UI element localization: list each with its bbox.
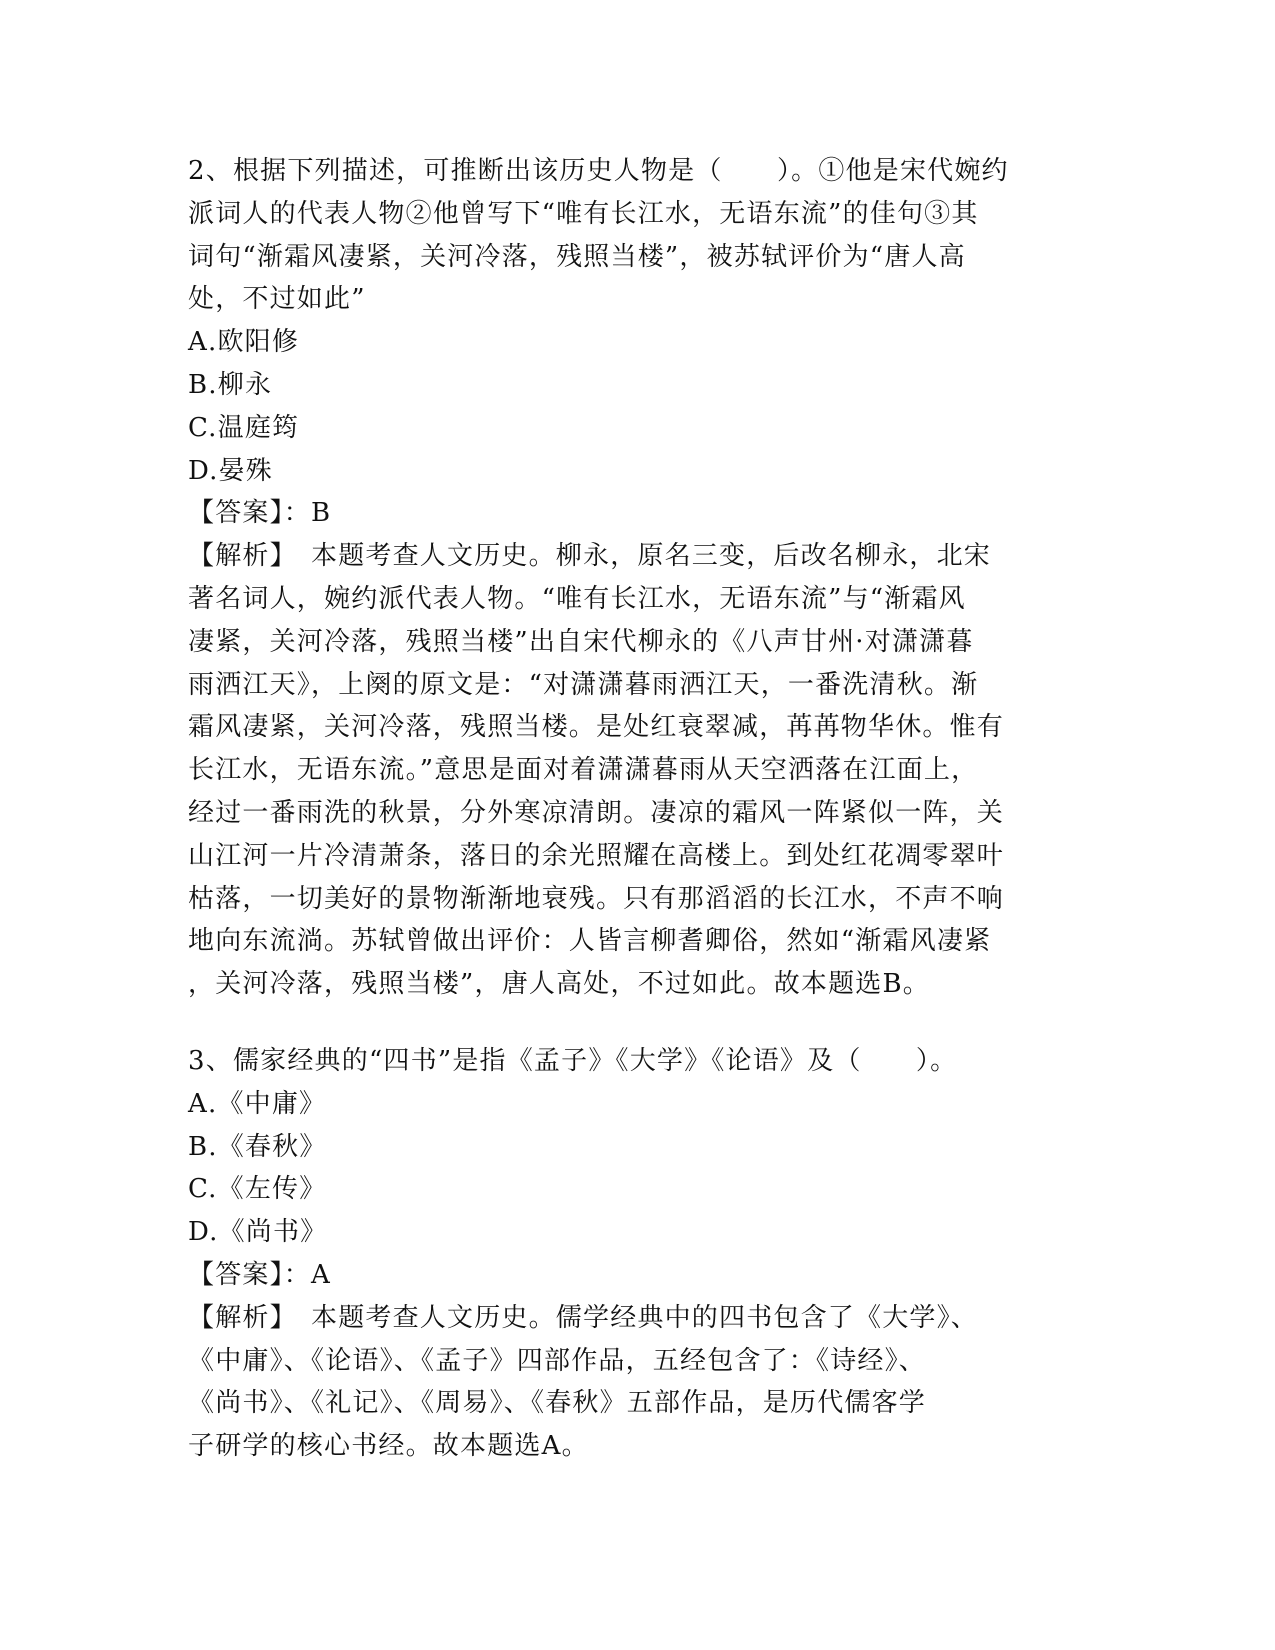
option-d: D.晏殊 [188, 455, 273, 486]
option-c: C.《左传》 [188, 1174, 327, 1205]
question-stem-line: 词句“渐霜风凄紧，关河冷落，残照当楼”，被苏轼评价为“唐人高 [188, 241, 966, 272]
analysis-line: 地向东流淌。苏轼曾做出评价：人皆言柳耆卿俗，然如“渐霜风凄紧 [188, 926, 992, 957]
question-stem-line: 派词人的代表人物②他曾写下“唯有长江水，无语东流”的佳句③其 [188, 198, 979, 229]
question-stem-line: 处，不过如此” [188, 284, 366, 315]
answer-line: 【答案】：B [188, 498, 332, 529]
option-d: D.《尚书》 [188, 1217, 328, 1248]
analysis-line: 《中庸》、《论语》、《孟子》四部作品，五经包含了：《诗经》、 [188, 1345, 927, 1376]
analysis-line: 《尚书》、《礼记》、《周易》、《春秋》五部作品，是历代儒客学 [188, 1388, 927, 1419]
option-b: B.柳永 [188, 369, 273, 400]
option-b: B.《春秋》 [188, 1131, 327, 1162]
question-2 [188, 150, 1088, 1006]
option-c: C.温庭筠 [188, 412, 300, 443]
option-a: A.《中庸》 [188, 1088, 327, 1119]
option-a: A.欧阳修 [188, 327, 300, 358]
analysis-line: 经过一番雨洗的秋景，分外寒凉清朗。凄凉的霜风一阵紧似一阵，关 [188, 797, 1005, 828]
analysis-line: 凄紧，关河冷落，残照当楼”出自宋代柳永的《八声甘州·对潇潇暮 [188, 626, 974, 657]
question-stem-line: 3、儒家经典的“四书”是指《孟子》《大学》《论语》及（ ）。 [188, 1046, 958, 1076]
question-stem-line: 2、根据下列描述，可推断出该历史人物是（ ）。①他是宋代婉约 [188, 156, 1009, 186]
analysis-line: ，关河冷落，残照当楼”，唐人高处，不过如此。故本题选B。 [188, 969, 930, 1000]
analysis-line: 著名词人，婉约派代表人物。“唯有长江水，无语东流”与“渐霜风 [188, 583, 966, 614]
analysis-line: 枯落，一切美好的景物渐渐地衰残。只有那滔滔的长江水，不声不响 [188, 883, 1005, 914]
question-3 [188, 1040, 1088, 1468]
analysis-line: 霜风凄紧，关河冷落，残照当楼。是处红衰翠减，苒苒物华休。惟有 [188, 712, 1005, 743]
analysis-line: 【解析】 本题考查人文历史。柳永，原名三变，后改名柳永，北宋 [188, 541, 992, 572]
analysis-line: 子研学的核心书经。故本题选A。 [188, 1431, 589, 1462]
analysis-line: 山江河一片冷清萧条，落日的余光照耀在高楼上。到处红花凋零翠叶 [188, 840, 1005, 871]
analysis-line: 长江水，无语东流。”意思是面对着潇潇暮雨从天空洒落在江面上， [188, 755, 979, 786]
analysis-line: 雨洒江天》，上阕的原文是：“对潇潇暮雨洒江天，一番洗清秋。渐 [188, 669, 979, 700]
answer-line: 【答案】：A [188, 1259, 331, 1290]
analysis-line: 【解析】 本题考查人文历史。儒学经典中的四书包含了《大学》、 [188, 1302, 979, 1333]
